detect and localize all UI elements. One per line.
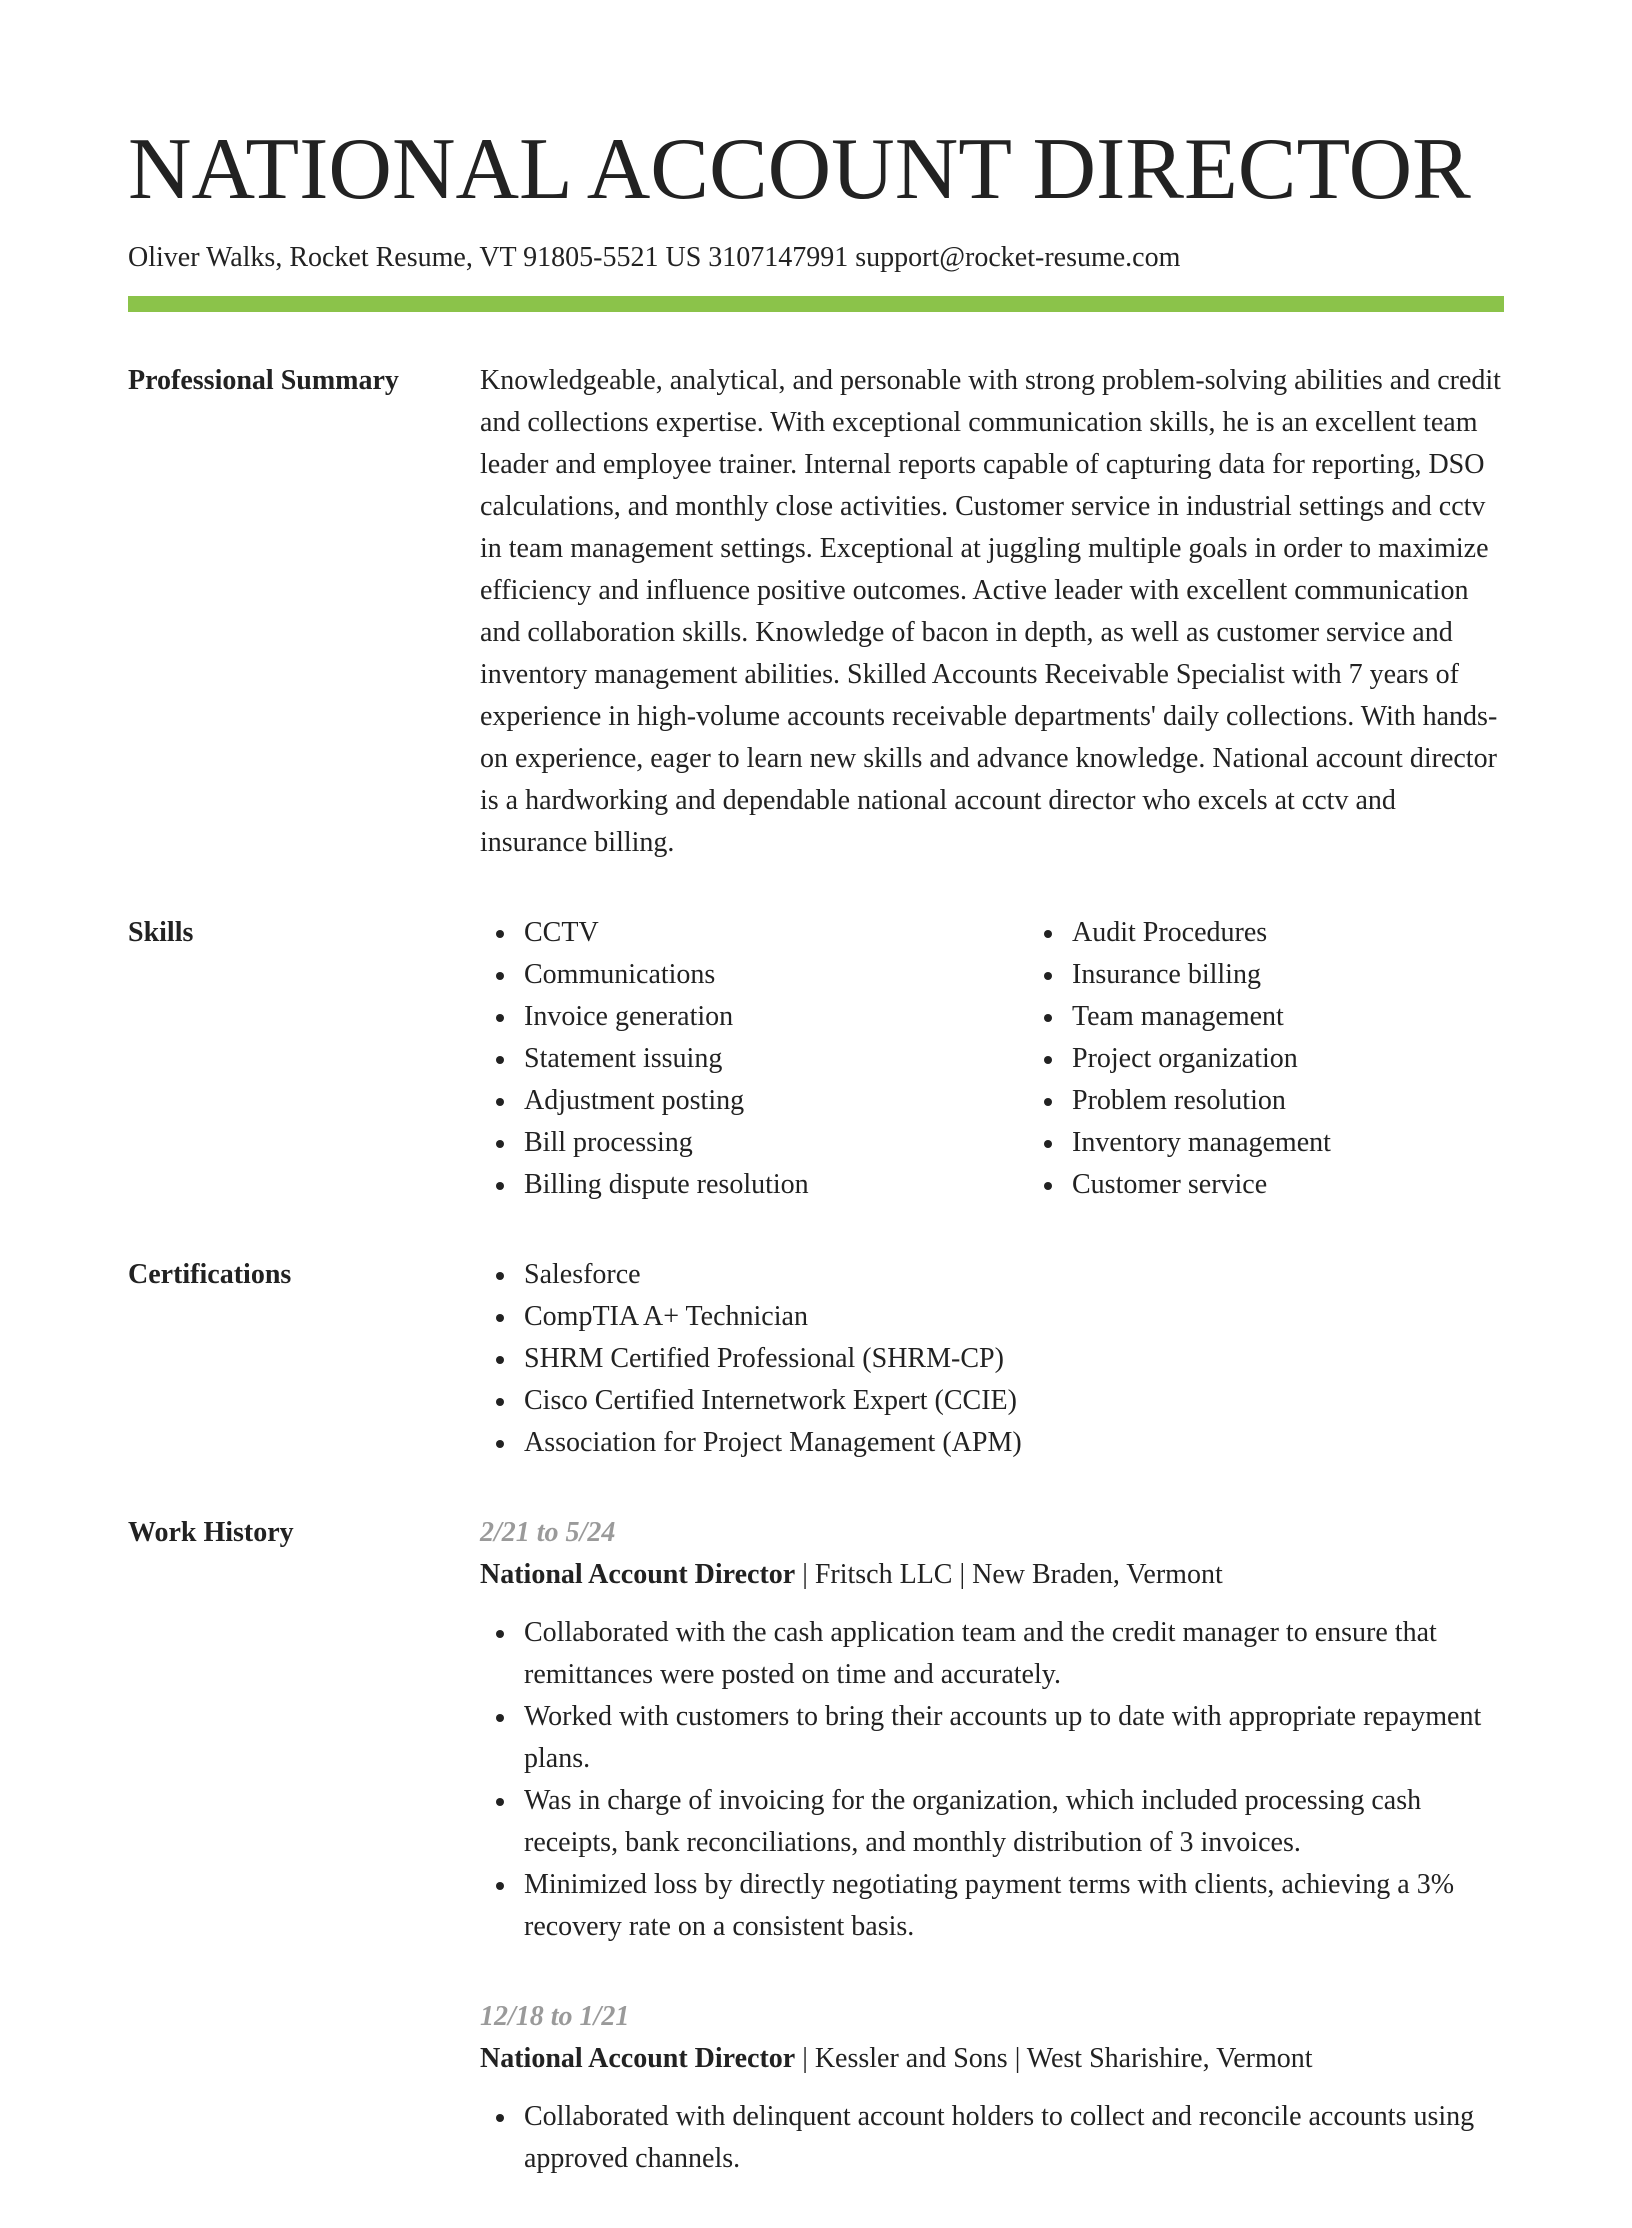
summary-heading: Professional Summary <box>128 365 399 396</box>
contact-line: Oliver Walks, Rocket Resume, VT 91805-5521 US 3107147991 support@rocket-resume.com <box>128 242 1181 273</box>
job-dates: 12/18 to 1/21 <box>480 2001 630 2032</box>
list-item: Minimized loss by directly negotiating payment terms with clients, achieving a 3% recovery rate on a consistent basis. <box>524 1864 1504 1948</box>
job-dates: 2/21 to 5/24 <box>480 1517 616 1548</box>
job-title-line <box>480 1554 1504 1596</box>
list-item: Statement issuing <box>524 1038 1028 1080</box>
job-details: | Kessler and Sons | West Sharishire, Vermont <box>795 2043 1313 2074</box>
job-bullets <box>480 1612 1504 1948</box>
summary-text: Knowledgeable, analytical, and personable with strong problem-solving abilities and credit and collections expertise. With exceptional communication skills, he is an excellent team leader and employee trainer. Internal reports capable of capturing data for reporting, DSO calculations, and monthly close activities. Customer service in industrial settings and cctv in team management settings. Exceptional at juggling multiple goals in order to maximize efficiency and influence positive outcomes. Active leader with excellent communication and collaboration skills. Knowledge of bacon in depth, as well as customer service and inventory management abilities. Skilled Accounts Receivable Specialist with 7 years of experience in high-volume accounts receivable departments' daily collections. With hands-on experience, eager to learn new skills and advance knowledge. National account director is a hardworking and dependable national account director who excels at cctv and insurance billing. <box>480 365 1501 858</box>
list-item: Insurance billing <box>1072 954 1576 996</box>
work-history-heading: Work History <box>128 1517 294 1548</box>
job-entry <box>480 1512 1504 1948</box>
list-item: Cisco Certified Internetwork Expert (CCIE) <box>524 1380 1504 1422</box>
list-item: Association for Project Management (APM) <box>524 1422 1504 1464</box>
skills-section <box>128 912 1504 1206</box>
certifications-heading: Certifications <box>128 1259 292 1290</box>
list-item: Was in charge of invoicing for the organization, which included processing cash receipts, bank reconciliations, and monthly distribution of 3 invoices. <box>524 1780 1504 1864</box>
list-item: Adjustment posting <box>524 1080 1028 1122</box>
list-item: CCTV <box>524 912 1028 954</box>
list-item: Billing dispute resolution <box>524 1164 1028 1206</box>
job-bullets <box>480 2096 1504 2180</box>
resume-page <box>128 120 1504 2228</box>
list-item: Team management <box>1072 996 1576 1038</box>
list-item: Invoice generation <box>524 996 1028 1038</box>
skills-list-right <box>1028 912 1576 1206</box>
job-title-line <box>480 2038 1504 2080</box>
list-item: Audit Procedures <box>1072 912 1576 954</box>
resume-title: NATIONAL ACCOUNT DIRECTOR <box>128 121 1471 218</box>
list-item: Inventory management <box>1072 1122 1576 1164</box>
list-item: Bill processing <box>524 1122 1028 1164</box>
certifications-section <box>128 1254 1504 1464</box>
job-entry <box>480 1996 1504 2180</box>
list-item: Communications <box>524 954 1028 996</box>
summary-section <box>128 360 1504 864</box>
list-item: Project organization <box>1072 1038 1576 1080</box>
list-item: Customer service <box>1072 1164 1576 1206</box>
list-item: Collaborated with the cash application team and the credit manager to ensure that remittances were posted on time and accurately. <box>524 1612 1504 1696</box>
list-item: Salesforce <box>524 1254 1504 1296</box>
certifications-list <box>480 1254 1504 1464</box>
list-item: CompTIA A+ Technician <box>524 1296 1504 1338</box>
list-item: Problem resolution <box>1072 1080 1576 1122</box>
job-role: National Account Director <box>480 1559 796 1590</box>
skills-list-left <box>480 912 1028 1206</box>
list-item: Worked with customers to bring their accounts up to date with appropriate repayment plans. <box>524 1696 1504 1780</box>
job-role: National Account Director <box>480 2043 796 2074</box>
list-item: SHRM Certified Professional (SHRM-CP) <box>524 1338 1504 1380</box>
list-item: Collaborated with delinquent account holders to collect and reconcile accounts using approved channels. <box>524 2096 1504 2180</box>
skills-heading: Skills <box>128 917 194 948</box>
work-history-section <box>128 1512 1504 2228</box>
accent-divider <box>128 296 1504 312</box>
job-details: | Fritsch LLC | New Braden, Vermont <box>795 1559 1223 1590</box>
